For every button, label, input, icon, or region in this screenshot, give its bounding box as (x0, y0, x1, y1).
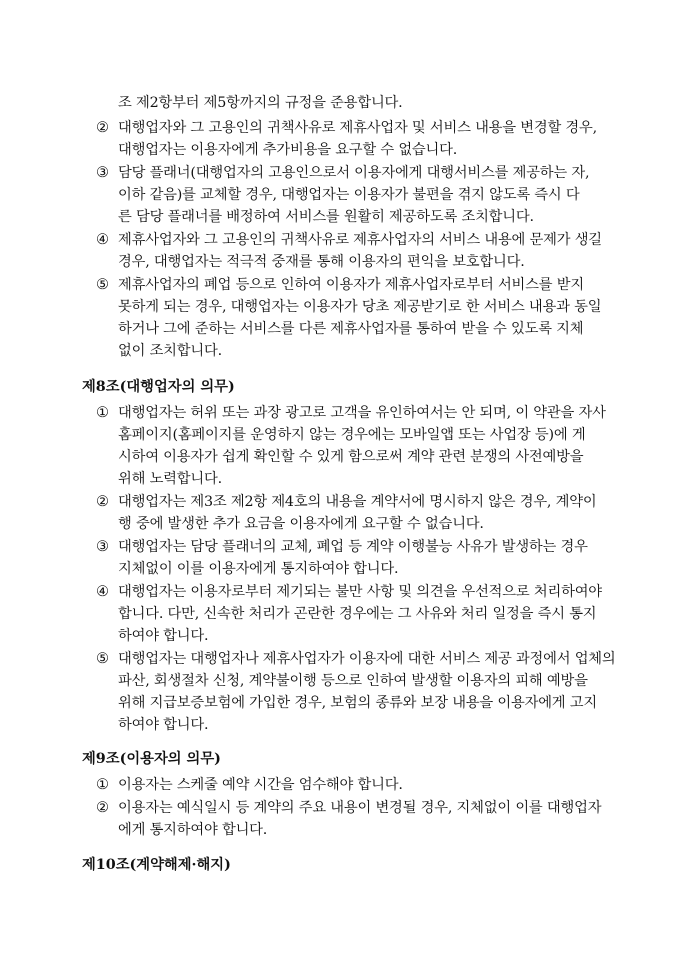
item-line: 이하 같음)를 교체할 경우, 대행업자는 이용자가 불편을 겪지 않도록 즉시 다 (118, 187, 580, 203)
item-line: 대행업자는 대행업자나 제휴사업자가 이용자에 대한 서비스 제공 과정에서 업체의 (118, 651, 616, 667)
item-line: 대행업자와 그 고용인의 귀책사유로 제휴사업자 및 서비스 내용을 변경할 경우, (118, 120, 597, 136)
item-line: 못하게 되는 경우, 대행업자는 이용자가 당초 제공받기로 한 서비스 내용과 동일 (118, 299, 602, 315)
item-line: 하여야 합니다. (118, 717, 209, 733)
article-10-heading: 제10조(계약해제·해지) (82, 857, 231, 873)
item-line: 파산, 회생절차 신청, 계약불이행 등으로 인하여 발생할 이용자의 피해 예방을 (118, 673, 588, 689)
item-number: ① (96, 777, 109, 793)
item-line: 대행업자는 담당 플래너의 교체, 폐업 등 계약 이행불능 사유가 발생하는 경우 (118, 539, 588, 555)
item-line: 위해 지급보증보험에 가입한 경우, 보험의 종류와 보장 내용을 이용자에게 고지 (118, 695, 597, 711)
item-line: 제휴사업자의 폐업 등으로 인하여 이용자가 제휴사업자로부터 서비스를 받지 (118, 277, 584, 293)
item-number: ③ (96, 165, 109, 181)
item-line: 홈페이지(홈페이지를 운영하지 않는 경우에는 모바일앱 또는 사업장 등)에 게 (118, 427, 586, 443)
item-line: 제휴사업자와 그 고용인의 귀책사유로 제휴사업자의 서비스 내용에 문제가 생길 (118, 232, 602, 248)
item-line: 행 중에 발생한 추가 요금을 이용자에게 요구할 수 없습니다. (118, 516, 484, 532)
item-line: 하거나 그에 준하는 서비스를 다른 제휴사업자를 통하여 받을 수 있도록 지체 (118, 321, 584, 337)
article-8-heading: 제8조(대행업자의 의무) (82, 379, 235, 395)
item-line: 위해 노력합니다. (118, 471, 222, 487)
item-line: 합니다. 다만, 신속한 처리가 곤란한 경우에는 그 사유와 처리 일정을 즉시 통지 (118, 606, 597, 622)
item-line: 담당 플래너(대행업자의 고용인으로서 이용자에게 대행서비스를 제공하는 자, (118, 165, 590, 181)
item-line: 대행업자는 제3조 제2항 제4호의 내용을 계약서에 명시하지 않은 경우, 계약이 (118, 494, 597, 510)
item-number: ② (96, 120, 109, 136)
article-9-heading: 제9조(이용자의 의무) (82, 751, 221, 767)
item-line: 대행업자는 이용자로부터 제기되는 불만 사항 및 의견을 우선적으로 처리하여야 (118, 584, 602, 600)
item-number: ② (96, 494, 109, 510)
item-number: ⑤ (96, 651, 109, 667)
item-number: ⑤ (96, 277, 109, 293)
item-line: 경우, 대행업자는 적극적 중재를 통해 이용자의 편익을 보호합니다. (118, 254, 525, 270)
item-line: 이용자는 스케줄 예약 시간을 엄수해야 합니다. (118, 777, 403, 793)
item-line: 른 담당 플래너를 배정하여 서비스를 원활히 제공하도록 조치합니다. (118, 209, 534, 225)
item-line: 없이 조치합니다. (118, 343, 222, 359)
item-number: ① (96, 405, 109, 421)
item-number: ③ (96, 539, 109, 555)
item-line: 대행업자는 허위 또는 과장 광고로 고객을 유인하여서는 안 되며, 이 약관을 자사 (118, 405, 606, 421)
item-line: 대행업자는 이용자에게 추가비용을 요구할 수 없습니다. (118, 142, 458, 158)
item-line: 에게 통지하여야 합니다. (118, 822, 268, 838)
item-line: 이용자는 예식일시 등 계약의 주요 내용이 변경될 경우, 지체없이 이를 대행업자 (118, 800, 602, 816)
item-number: ④ (96, 232, 109, 248)
item-line: 하여야 합니다. (118, 628, 209, 644)
item-number: ④ (96, 584, 109, 600)
item-line: 지체없이 이를 이용자에게 통지하여야 합니다. (118, 561, 399, 577)
item-number: ② (96, 800, 109, 816)
continuation-line: 조 제2항부터 제5항까지의 규정을 준용합니다. (118, 95, 403, 111)
item-line: 시하여 이용자가 쉽게 확인할 수 있게 함으로써 계약 관련 분쟁의 사전예방을 (118, 449, 584, 465)
